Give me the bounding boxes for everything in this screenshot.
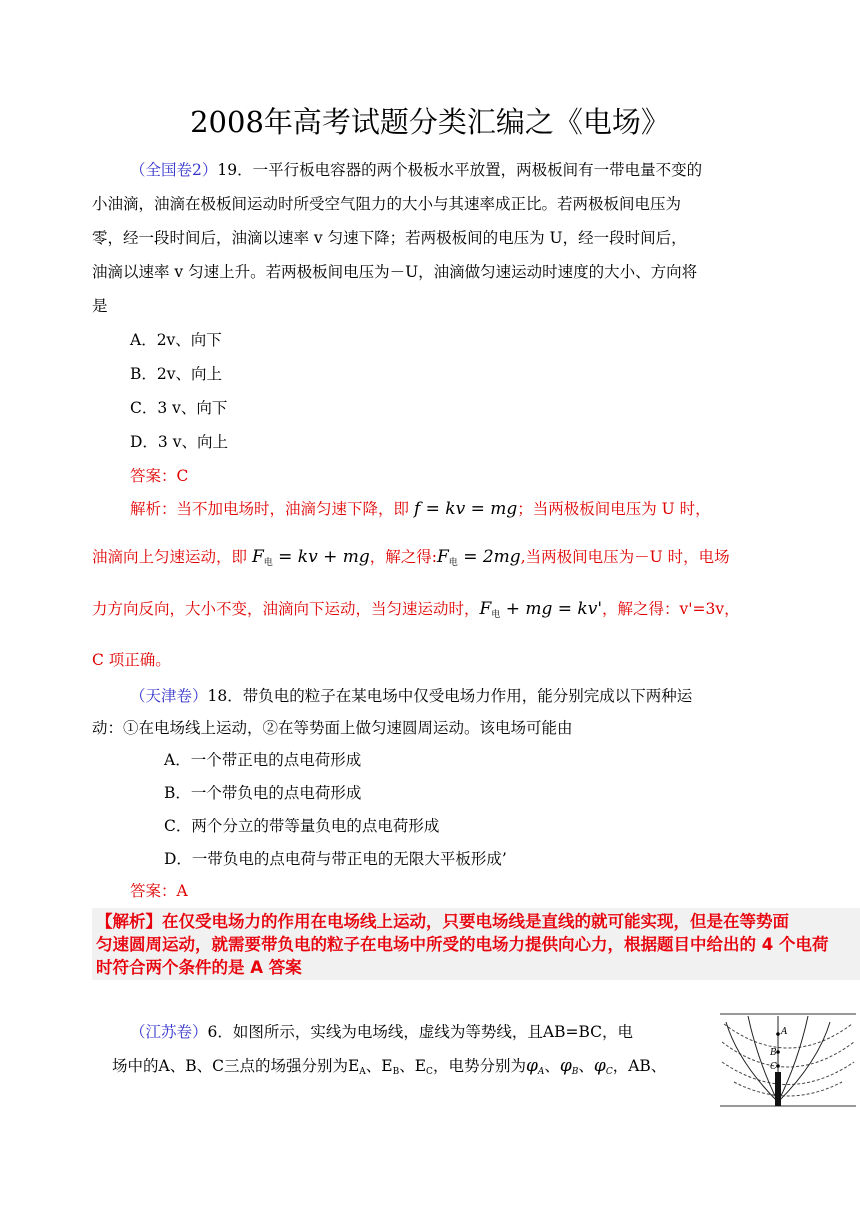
formula-subscript: 电	[263, 558, 273, 568]
question-1-line-2: 小油滴，油滴在极板间运动时所受空气阻力的大小与其速率成正比。若两极板间电压为	[92, 195, 682, 213]
subscript: C	[426, 1067, 433, 1077]
analysis-formula: F	[251, 547, 264, 567]
question-3-text: ，AB、	[612, 1057, 667, 1075]
analysis-formula: f = kv = mg	[413, 499, 518, 519]
figure-label-b: B	[770, 1048, 777, 1058]
question-1-option-a: A．2v、向下	[130, 331, 222, 349]
formula-subscript: 电	[448, 558, 458, 568]
banner-line-2: 匀速圆周运动，就需要带负电的粒子在电场中所受的电场力提供向心力，根据题目中给出的 4 个电荷	[96, 935, 829, 954]
question-3-text: 场中的A、B、C三点的场强分别为E	[112, 1057, 360, 1075]
question-1-analysis-line-1	[130, 499, 711, 519]
banner-line-3: 时符合两个条件的是 A 答案	[96, 958, 302, 977]
question-1-answer: 答案：C	[130, 467, 189, 485]
analysis-banner-image	[92, 908, 860, 980]
question-2-option-c: C．两个分立的带等量负电的点电荷形成	[164, 817, 440, 835]
question-1-line-1	[130, 160, 702, 180]
analysis-text: ，解之得:	[369, 548, 437, 566]
question-3-text: 、E	[399, 1057, 427, 1075]
question-2-option-a: A．一个带正电的点电荷形成	[164, 751, 362, 769]
question-2-text-1: 18．带负电的粒子在某电场中仅受电场力作用，能分别完成以下两种运	[207, 687, 693, 705]
analysis-text: ,当两极间电压为－U 时，电场	[520, 548, 730, 566]
question-2-line-1	[130, 686, 692, 706]
analysis-text: ，解之得：v'=3v，	[602, 600, 740, 618]
question-2-option-b: B．一个带负电的点电荷形成	[164, 784, 362, 802]
question-3-line-1	[130, 1022, 633, 1042]
figure-label-c: C	[770, 1062, 777, 1072]
electric-field-figure	[718, 1012, 858, 1108]
analysis-formula: + mg = kv'	[500, 599, 603, 619]
phi-symbol: φ	[593, 1056, 606, 1076]
banner-line-1: 【解析】在仅受电场力的作用在电场线上运动，只要电场线是直线的就可能实现，但是在等势面	[96, 912, 789, 931]
question-2-line-2: 动：①在电场线上运动，②在等势面上做匀速圆周运动。该电场可能由	[92, 719, 573, 737]
subscript: B	[571, 1067, 579, 1077]
question-3-text-1: 6．如图所示，实线为电场线，虚线为等势线，且AB=BC，电	[207, 1023, 633, 1041]
question-1-line-5: 是	[92, 297, 108, 315]
question-1-option-c: C．3 v、向下	[130, 399, 228, 417]
question-1-analysis-line-2	[92, 547, 730, 573]
question-1-line-4: 油滴以速率 v 匀速上升。若两极板间电压为－U，油滴做匀速运动时速度的大小、方向将	[92, 263, 698, 281]
subscript: A	[359, 1067, 366, 1077]
question-2-answer: 答案：A	[130, 882, 188, 900]
question-1-source: （全国卷2）	[130, 161, 218, 179]
analysis-formula: F	[437, 547, 449, 567]
question-3-source: （江苏卷）	[130, 1023, 208, 1041]
subscript: A	[537, 1067, 545, 1077]
phi-symbol: φ	[525, 1056, 538, 1076]
analysis-text: ；当两极板间电压为 U 时，	[517, 500, 711, 518]
question-2-source: （天津卷）	[130, 687, 208, 705]
formula-subscript: 电	[491, 610, 501, 620]
question-3-text: 、E	[365, 1057, 393, 1075]
phi-symbol: φ	[559, 1056, 572, 1076]
question-1-option-b: B．2v、向上	[130, 365, 223, 383]
analysis-formula: = 2mg	[457, 547, 521, 567]
figure-label-a: A	[781, 1027, 788, 1037]
subscript: C	[605, 1067, 613, 1077]
analysis-text: 力方向反向，大小不变，油滴向下运动，当匀速运动时，	[92, 600, 480, 618]
question-1-option-d: D．3 v、向上	[130, 433, 228, 451]
question-3-line-2: 场中的A、B、C三点的场强分别为$E_A$、$E_B$、$E_C$，电势分别为$\varphi_A$、$\varphi_B$、$\varphi_C$，AB、	[112, 1056, 667, 1077]
question-1-line-3: 零，经一段时间后，油滴以速率 v 匀速下降；若两极板间的电压为 U，经一段时间后，	[92, 229, 687, 247]
subscript: B	[392, 1067, 400, 1077]
analysis-formula: F	[479, 599, 492, 619]
analysis-text: 解析：当不加电场时，油滴匀速下降，即	[130, 500, 414, 518]
question-1-analysis-line-3	[92, 599, 740, 625]
question-2-option-d: D．一带负电的点电荷与带正电的无限大平板形成’	[164, 850, 507, 868]
question-1-text-1: 19．一平行板电容器的两个极板水平放置，两极板间有一带电量不变的	[217, 161, 703, 179]
question-1-analysis-line-4: C 项正确。	[92, 651, 171, 669]
question-3-text: ，电势分别为	[432, 1057, 526, 1075]
page-title: 2008年高考试题分类汇编之《电场》	[190, 105, 670, 139]
analysis-text: 油滴向上匀速运动，即	[92, 548, 252, 566]
analysis-formula: = kv + mg	[272, 547, 370, 567]
